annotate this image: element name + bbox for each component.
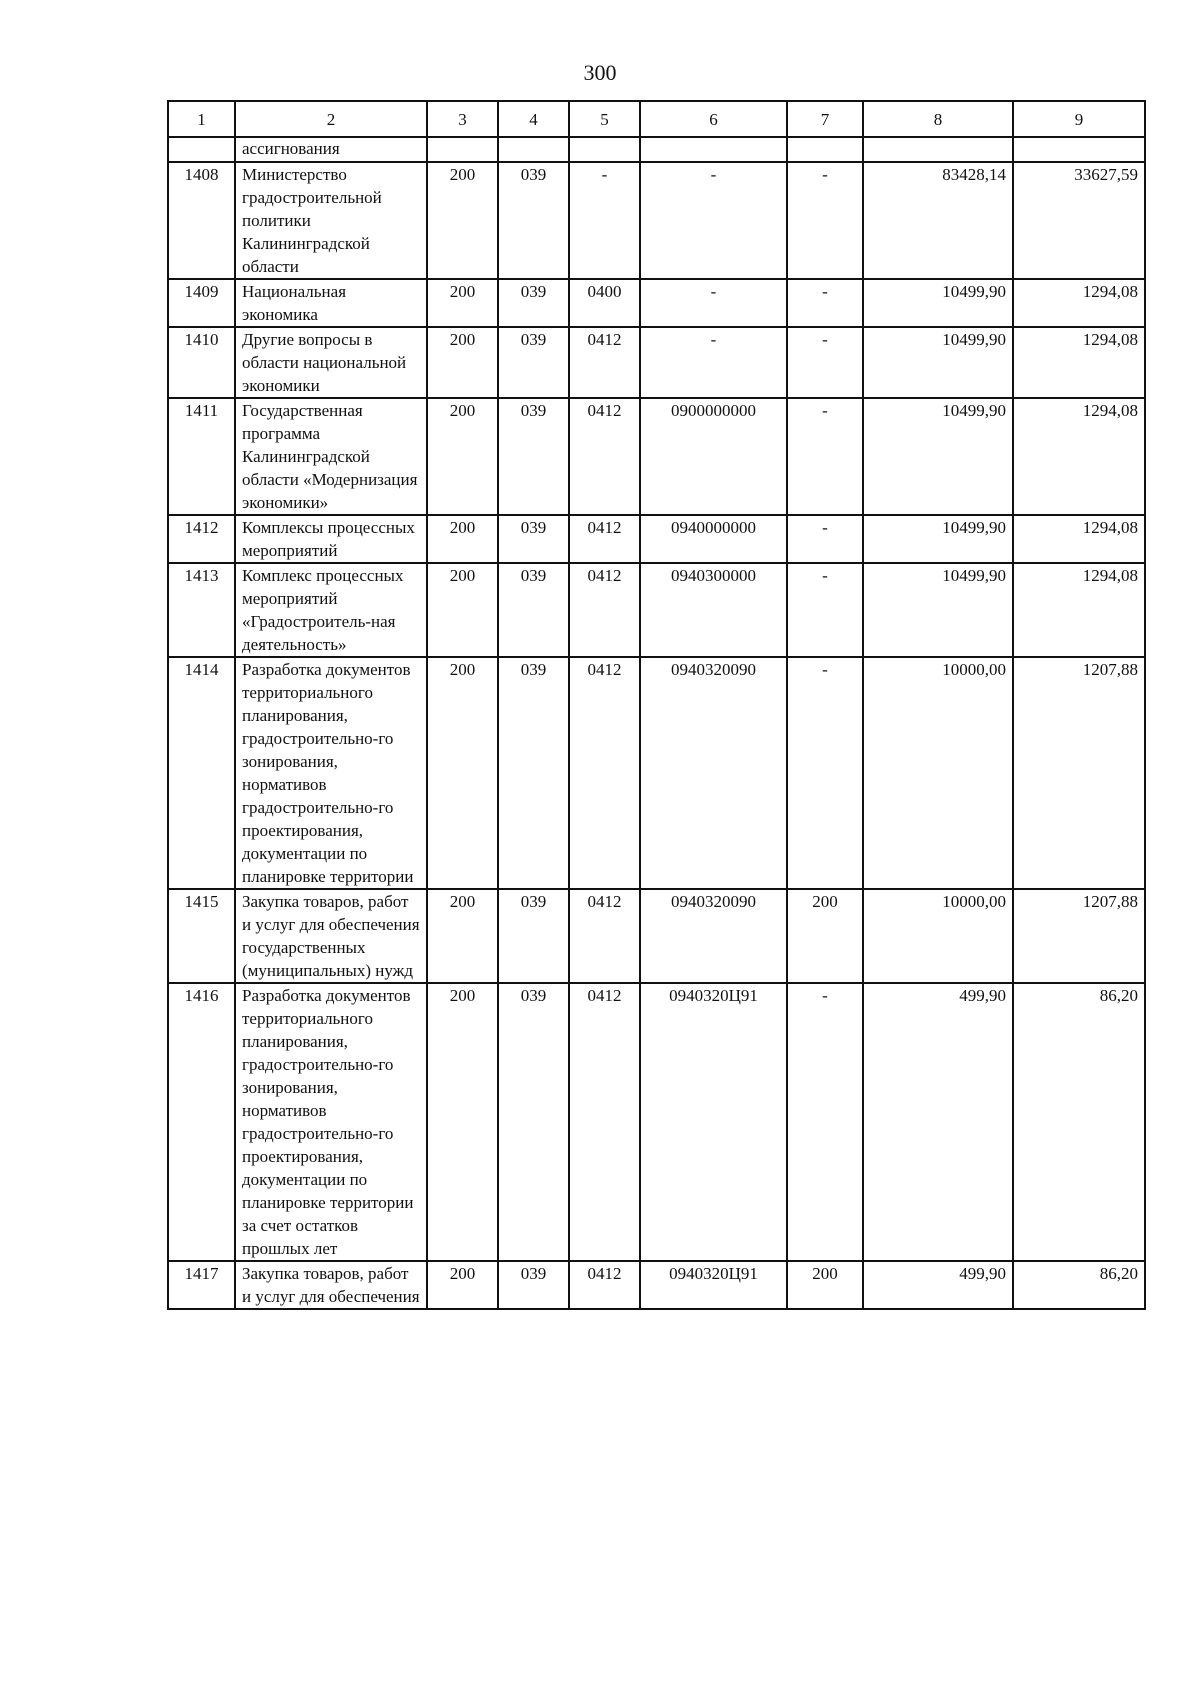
cell-row-number: 1412 — [168, 515, 235, 563]
cell-col7: - — [787, 398, 863, 515]
cell-col8: 10499,90 — [863, 327, 1013, 398]
cell-name: Государственная программа Калининградской области «Модернизация экономики» — [235, 398, 427, 515]
cell-col3: 200 — [427, 515, 498, 563]
column-header: 6 — [640, 101, 787, 137]
cell-col4: 039 — [498, 983, 569, 1261]
cell-col4: 039 — [498, 279, 569, 327]
cell-col8: 10499,90 — [863, 279, 1013, 327]
cell-col6: 0940320Ц91 — [640, 1261, 787, 1309]
cell-col3: 200 — [427, 279, 498, 327]
column-header: 8 — [863, 101, 1013, 137]
cell-col3: 200 — [427, 398, 498, 515]
table-row — [168, 398, 1145, 515]
table-row — [168, 279, 1145, 327]
cell-col6: 0900000000 — [640, 398, 787, 515]
cell-name: Министерство градостроительной политики Калининградской области — [235, 162, 427, 279]
column-header: 2 — [235, 101, 427, 137]
cell-col5: 0412 — [569, 563, 640, 657]
cell-col5: 0400 — [569, 279, 640, 327]
cell-col3: 200 — [427, 162, 498, 279]
cell-col9: 1207,88 — [1013, 889, 1145, 983]
cell-col4: 039 — [498, 563, 569, 657]
column-header: 4 — [498, 101, 569, 137]
cell-name: Комплексы процессных мероприятий — [235, 515, 427, 563]
cell-col7: - — [787, 327, 863, 398]
column-header: 3 — [427, 101, 498, 137]
table-row — [168, 515, 1145, 563]
cell-num — [168, 137, 235, 162]
cell-empty — [498, 137, 569, 162]
cell-row-number: 1416 — [168, 983, 235, 1261]
cell-col6: 0940320090 — [640, 889, 787, 983]
cell-col6: - — [640, 327, 787, 398]
cell-row-number: 1408 — [168, 162, 235, 279]
cell-name: Закупка товаров, работ и услуг для обеспечения государственных (муниципальных) нужд — [235, 889, 427, 983]
cell-col4: 039 — [498, 162, 569, 279]
cell-col5: 0412 — [569, 1261, 640, 1309]
cell-col9: 1294,08 — [1013, 515, 1145, 563]
table-row — [168, 983, 1145, 1261]
cell-col9: 86,20 — [1013, 983, 1145, 1261]
table-body — [168, 137, 1145, 1309]
header-row — [168, 101, 1145, 137]
cell-empty — [1013, 137, 1145, 162]
cell-name: Другие вопросы в области национальной экономики — [235, 327, 427, 398]
cell-empty — [640, 137, 787, 162]
cell-name: Разработка документов территориального планирования, градостроительно-го зонирования, нормативов градостроительно-го проектирования, документации по планировке территории — [235, 657, 427, 889]
cell-col3: 200 — [427, 563, 498, 657]
cell-col6: - — [640, 279, 787, 327]
cell-col9: 1294,08 — [1013, 563, 1145, 657]
cell-name: ассигнования — [235, 137, 427, 162]
cell-row-number: 1417 — [168, 1261, 235, 1309]
cell-col9: 33627,59 — [1013, 162, 1145, 279]
cell-col8: 10499,90 — [863, 563, 1013, 657]
table-row — [168, 162, 1145, 279]
cell-name: Закупка товаров, работ и услуг для обеспечения — [235, 1261, 427, 1309]
cell-col6: 0940320Ц91 — [640, 983, 787, 1261]
cell-name: Разработка документов территориального планирования, градостроительно-го зонирования, нормативов градостроительно-го проектирования, документации по планировке территории за счет остатков прошлых лет — [235, 983, 427, 1261]
cell-col3: 200 — [427, 657, 498, 889]
cell-row-number: 1415 — [168, 889, 235, 983]
cell-col6: - — [640, 162, 787, 279]
cell-col9: 86,20 — [1013, 1261, 1145, 1309]
cell-name: Комплекс процессных мероприятий «Градостроитель-ная деятельность» — [235, 563, 427, 657]
cell-row-number: 1409 — [168, 279, 235, 327]
cell-col9: 1294,08 — [1013, 279, 1145, 327]
cell-col9: 1294,08 — [1013, 398, 1145, 515]
table-row — [168, 563, 1145, 657]
cell-col3: 200 — [427, 889, 498, 983]
column-header: 9 — [1013, 101, 1145, 137]
cell-col5: 0412 — [569, 889, 640, 983]
table-row — [168, 327, 1145, 398]
cell-col6: 0940300000 — [640, 563, 787, 657]
cell-col7: - — [787, 515, 863, 563]
cell-col8: 10000,00 — [863, 657, 1013, 889]
cell-row-number: 1414 — [168, 657, 235, 889]
cell-col7: - — [787, 563, 863, 657]
cell-col5: 0412 — [569, 515, 640, 563]
continuation-row — [168, 137, 1145, 162]
cell-col8: 10499,90 — [863, 515, 1013, 563]
cell-col7: 200 — [787, 1261, 863, 1309]
page-number: 300 — [583, 60, 617, 85]
cell-col6: 0940320090 — [640, 657, 787, 889]
cell-col8: 10000,00 — [863, 889, 1013, 983]
cell-col4: 039 — [498, 398, 569, 515]
cell-col7: - — [787, 162, 863, 279]
cell-col4: 039 — [498, 657, 569, 889]
column-header: 5 — [569, 101, 640, 137]
cell-col3: 200 — [427, 1261, 498, 1309]
budget-table — [167, 100, 1146, 1310]
cell-col5: 0412 — [569, 657, 640, 889]
cell-col5: 0412 — [569, 327, 640, 398]
cell-col9: 1207,88 — [1013, 657, 1145, 889]
column-header: 7 — [787, 101, 863, 137]
cell-col8: 10499,90 — [863, 398, 1013, 515]
cell-col8: 499,90 — [863, 1261, 1013, 1309]
cell-row-number: 1411 — [168, 398, 235, 515]
cell-col5: 0412 — [569, 398, 640, 515]
cell-empty — [569, 137, 640, 162]
cell-col4: 039 — [498, 1261, 569, 1309]
table-row — [168, 1261, 1145, 1309]
cell-col7: 200 — [787, 889, 863, 983]
cell-col8: 83428,14 — [863, 162, 1013, 279]
cell-col4: 039 — [498, 889, 569, 983]
cell-name: Национальная экономика — [235, 279, 427, 327]
cell-empty — [863, 137, 1013, 162]
cell-col3: 200 — [427, 327, 498, 398]
table-row — [168, 657, 1145, 889]
cell-row-number: 1413 — [168, 563, 235, 657]
column-header: 1 — [168, 101, 235, 137]
table-row — [168, 889, 1145, 983]
cell-col9: 1294,08 — [1013, 327, 1145, 398]
cell-col5: - — [569, 162, 640, 279]
cell-col8: 499,90 — [863, 983, 1013, 1261]
cell-col5: 0412 — [569, 983, 640, 1261]
cell-empty — [427, 137, 498, 162]
cell-col7: - — [787, 279, 863, 327]
cell-empty — [787, 137, 863, 162]
cell-col3: 200 — [427, 983, 498, 1261]
cell-col7: - — [787, 983, 863, 1261]
cell-col4: 039 — [498, 515, 569, 563]
cell-col6: 0940000000 — [640, 515, 787, 563]
table-header — [168, 101, 1145, 137]
cell-col7: - — [787, 657, 863, 889]
cell-row-number: 1410 — [168, 327, 235, 398]
cell-col4: 039 — [498, 327, 569, 398]
